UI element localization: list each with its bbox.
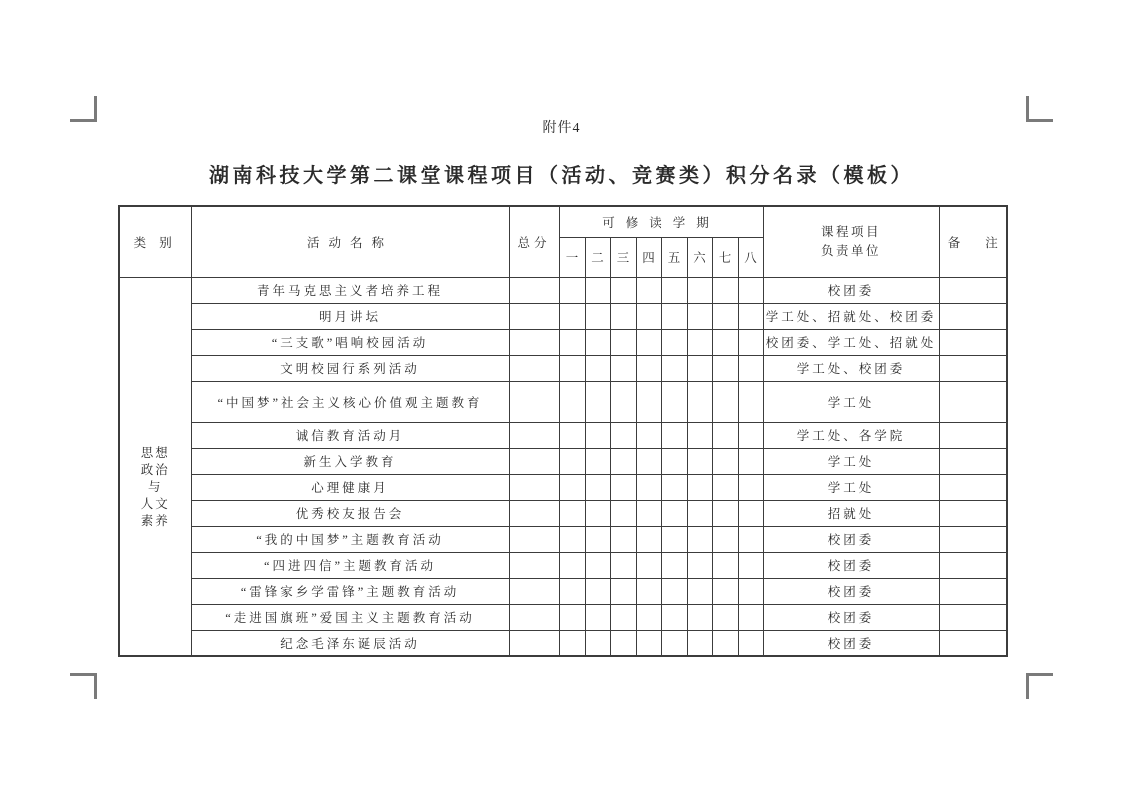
semester-cell xyxy=(661,277,687,303)
semester-cell xyxy=(661,355,687,381)
table-row xyxy=(119,381,1007,422)
semester-cell xyxy=(610,355,636,381)
total-score-cell xyxy=(509,552,559,578)
table-row xyxy=(119,355,1007,381)
activity-name-cell: 诚信教育活动月 xyxy=(191,422,509,448)
responsible-unit-cell: 校团委 xyxy=(763,526,939,552)
semester-cell xyxy=(559,474,585,500)
semester-cell xyxy=(738,329,763,355)
semester-cell xyxy=(559,578,585,604)
semester-cell xyxy=(610,448,636,474)
responsible-unit-cell: 招就处 xyxy=(763,500,939,526)
semester-cell xyxy=(712,381,738,422)
semester-cell xyxy=(661,604,687,630)
semester-cell xyxy=(687,578,712,604)
table-header-total-score: 总分 xyxy=(509,206,559,277)
semester-cell xyxy=(636,381,661,422)
semester-cell xyxy=(559,526,585,552)
responsible-unit-cell: 学工处、校团委 xyxy=(763,355,939,381)
remarks-cell xyxy=(939,303,1007,329)
total-score-cell xyxy=(509,277,559,303)
total-score-cell xyxy=(509,578,559,604)
remarks-cell xyxy=(939,355,1007,381)
semester-cell xyxy=(559,422,585,448)
table-header-semester-1: 一 xyxy=(559,237,585,277)
semester-cell xyxy=(585,448,610,474)
table-header-semester-7: 七 xyxy=(712,237,738,277)
total-score-cell xyxy=(509,422,559,448)
semester-cell xyxy=(712,526,738,552)
semester-cell xyxy=(712,500,738,526)
semester-cell xyxy=(661,422,687,448)
remarks-cell xyxy=(939,329,1007,355)
semester-cell xyxy=(661,526,687,552)
semester-cell xyxy=(712,329,738,355)
activity-name-cell: “中国梦”社会主义核心价值观主题教育 xyxy=(191,381,509,422)
responsible-unit-cell: 学工处 xyxy=(763,448,939,474)
semester-cell xyxy=(687,355,712,381)
semester-cell xyxy=(738,500,763,526)
table-row xyxy=(119,604,1007,630)
semester-cell xyxy=(610,604,636,630)
semester-cell xyxy=(687,277,712,303)
semester-cell xyxy=(738,526,763,552)
activity-name-cell: “我的中国梦”主题教育活动 xyxy=(191,526,509,552)
semester-cell xyxy=(559,329,585,355)
total-score-cell xyxy=(509,303,559,329)
semester-cell xyxy=(712,448,738,474)
total-score-cell xyxy=(509,381,559,422)
semester-cell xyxy=(661,381,687,422)
semester-cell xyxy=(738,422,763,448)
semester-cell xyxy=(738,552,763,578)
table-header-activity-name: 活动名称 xyxy=(191,206,509,277)
semester-cell xyxy=(636,277,661,303)
semester-cell xyxy=(585,277,610,303)
semester-cell xyxy=(661,630,687,656)
semester-cell xyxy=(559,552,585,578)
semester-cell xyxy=(585,329,610,355)
table-header-semester-6: 六 xyxy=(687,237,712,277)
semester-cell xyxy=(738,277,763,303)
responsible-unit-cell: 学工处、各学院 xyxy=(763,422,939,448)
semester-cell xyxy=(661,329,687,355)
semester-cell xyxy=(687,526,712,552)
table-row xyxy=(119,474,1007,500)
total-score-cell xyxy=(509,355,559,381)
semester-cell xyxy=(610,381,636,422)
semester-cell xyxy=(636,422,661,448)
semester-cell xyxy=(610,474,636,500)
semester-cell xyxy=(559,630,585,656)
semester-cell xyxy=(687,604,712,630)
semester-cell xyxy=(687,422,712,448)
category-label-line: 政治 xyxy=(140,462,170,477)
total-score-cell xyxy=(509,448,559,474)
semester-cell xyxy=(585,604,610,630)
semester-cell xyxy=(712,277,738,303)
semester-cell xyxy=(687,552,712,578)
total-score-cell xyxy=(509,630,559,656)
activity-name-cell: 文明校园行系列活动 xyxy=(191,355,509,381)
semester-cell xyxy=(661,474,687,500)
semester-cell xyxy=(636,552,661,578)
responsible-unit-cell: 校团委、学工处、招就处 xyxy=(763,329,939,355)
semester-cell xyxy=(610,277,636,303)
semester-cell xyxy=(738,630,763,656)
semester-cell xyxy=(585,355,610,381)
semester-cell xyxy=(585,500,610,526)
activity-name-cell: “三支歌”唱响校园活动 xyxy=(191,329,509,355)
semester-cell xyxy=(687,448,712,474)
semester-cell xyxy=(687,630,712,656)
remarks-cell xyxy=(939,604,1007,630)
semester-cell xyxy=(738,448,763,474)
table-row xyxy=(119,277,1007,303)
table-header-semester-3: 三 xyxy=(610,237,636,277)
semester-cell xyxy=(610,526,636,552)
semester-cell xyxy=(585,552,610,578)
activity-name-cell: 新生入学教育 xyxy=(191,448,509,474)
table-row xyxy=(119,329,1007,355)
category-label-line: 思想 xyxy=(140,445,170,460)
semester-cell xyxy=(661,500,687,526)
table-header-semesters-group: 可修读学期 xyxy=(559,206,763,237)
semester-cell xyxy=(585,303,610,329)
semester-cell xyxy=(738,474,763,500)
table-row xyxy=(119,552,1007,578)
crop-mark-bottom-left xyxy=(70,673,97,699)
semester-cell xyxy=(687,329,712,355)
total-score-cell xyxy=(509,329,559,355)
semester-cell xyxy=(610,552,636,578)
table-row xyxy=(119,500,1007,526)
semester-cell xyxy=(559,355,585,381)
semester-cell xyxy=(738,355,763,381)
semester-cell xyxy=(559,277,585,303)
semester-cell xyxy=(712,578,738,604)
responsible-unit-line1: 课程项目 xyxy=(821,224,882,239)
table-header-semester-4: 四 xyxy=(636,237,661,277)
table-header-responsible-unit xyxy=(763,206,939,277)
semester-cell xyxy=(712,552,738,578)
responsible-unit-cell: 校团委 xyxy=(763,604,939,630)
total-score-cell xyxy=(509,500,559,526)
semester-cell xyxy=(559,500,585,526)
semester-cell xyxy=(636,355,661,381)
activity-name-cell: 优秀校友报告会 xyxy=(191,500,509,526)
semester-cell xyxy=(661,303,687,329)
table-row xyxy=(119,526,1007,552)
semester-cell xyxy=(712,474,738,500)
remarks-cell xyxy=(939,422,1007,448)
table-row xyxy=(119,303,1007,329)
activity-name-cell: 明月讲坛 xyxy=(191,303,509,329)
semester-cell xyxy=(712,355,738,381)
remarks-cell xyxy=(939,630,1007,656)
semester-cell xyxy=(636,578,661,604)
semester-cell xyxy=(559,448,585,474)
remarks-cell xyxy=(939,526,1007,552)
semester-cell xyxy=(738,303,763,329)
activity-name-cell: 心理健康月 xyxy=(191,474,509,500)
semester-cell xyxy=(636,526,661,552)
semester-cell xyxy=(610,578,636,604)
responsible-unit-cell: 学工处 xyxy=(763,474,939,500)
responsible-unit-cell: 校团委 xyxy=(763,630,939,656)
semester-cell xyxy=(610,630,636,656)
activity-name-cell: “雷锋家乡学雷锋”主题教育活动 xyxy=(191,578,509,604)
semester-cell xyxy=(585,526,610,552)
responsible-unit-cell: 校团委 xyxy=(763,578,939,604)
responsible-unit-cell: 校团委 xyxy=(763,552,939,578)
table-header-semester-5: 五 xyxy=(661,237,687,277)
remarks-cell xyxy=(939,381,1007,422)
semester-cell xyxy=(687,303,712,329)
total-score-cell xyxy=(509,604,559,630)
semester-cell xyxy=(585,422,610,448)
remarks-cell xyxy=(939,578,1007,604)
crop-mark-bottom-right xyxy=(1026,673,1053,699)
semester-cell xyxy=(738,381,763,422)
category-label-line: 与 xyxy=(147,479,163,494)
table-row xyxy=(119,422,1007,448)
category-cell xyxy=(119,277,191,656)
semester-cell xyxy=(661,578,687,604)
semester-cell xyxy=(636,303,661,329)
total-score-cell xyxy=(509,526,559,552)
semester-cell xyxy=(636,448,661,474)
remarks-cell xyxy=(939,448,1007,474)
semester-cell xyxy=(687,381,712,422)
table-body xyxy=(119,277,1007,656)
semester-cell xyxy=(661,448,687,474)
remarks-cell xyxy=(939,552,1007,578)
semester-cell xyxy=(636,630,661,656)
page-title: 湖南科技大学第二课堂课程项目（活动、竞赛类）积分名录（模板） xyxy=(209,165,914,187)
table-header-semester-2: 二 xyxy=(585,237,610,277)
semester-cell xyxy=(712,630,738,656)
responsible-unit-cell: 校团委 xyxy=(763,277,939,303)
responsible-unit-cell: 学工处、招就处、校团委 xyxy=(763,303,939,329)
responsible-unit-line2: 负责单位 xyxy=(821,243,882,258)
semester-cell xyxy=(559,381,585,422)
table-row xyxy=(119,448,1007,474)
category-label-line: 素养 xyxy=(140,513,170,528)
total-score-cell xyxy=(509,474,559,500)
semester-cell xyxy=(559,303,585,329)
table-header-semester-8: 八 xyxy=(738,237,763,277)
activity-name-cell: “走进国旗班”爱国主义主题教育活动 xyxy=(191,604,509,630)
semester-cell xyxy=(712,422,738,448)
points-table xyxy=(118,205,1008,657)
semester-cell xyxy=(687,500,712,526)
semester-cell xyxy=(585,474,610,500)
semester-cell xyxy=(738,604,763,630)
remarks-cell xyxy=(939,500,1007,526)
category-label xyxy=(120,403,191,530)
semester-cell xyxy=(738,578,763,604)
table-row xyxy=(119,630,1007,656)
semester-cell xyxy=(585,381,610,422)
semester-cell xyxy=(585,578,610,604)
semester-cell xyxy=(610,303,636,329)
semester-cell xyxy=(610,422,636,448)
activity-name-cell: 青年马克思主义者培养工程 xyxy=(191,277,509,303)
remarks-cell xyxy=(939,277,1007,303)
table-header-remarks: 备 注 xyxy=(939,206,1007,277)
semester-cell xyxy=(661,552,687,578)
semester-cell xyxy=(687,474,712,500)
table-header-category: 类 别 xyxy=(119,206,191,277)
semester-cell xyxy=(712,303,738,329)
semester-cell xyxy=(712,604,738,630)
table-row xyxy=(119,578,1007,604)
semester-cell xyxy=(610,500,636,526)
semester-cell xyxy=(585,630,610,656)
semester-cell xyxy=(559,604,585,630)
activity-name-cell: 纪念毛泽东诞辰活动 xyxy=(191,630,509,656)
semester-cell xyxy=(636,474,661,500)
semester-cell xyxy=(610,329,636,355)
semester-cell xyxy=(636,500,661,526)
activity-name-cell: “四进四信”主题教育活动 xyxy=(191,552,509,578)
attachment-label: 附件4 xyxy=(542,121,581,136)
remarks-cell xyxy=(939,474,1007,500)
semester-cell xyxy=(636,329,661,355)
responsible-unit-cell: 学工处 xyxy=(763,381,939,422)
category-label-line: 人文 xyxy=(140,496,170,511)
semester-cell xyxy=(636,604,661,630)
